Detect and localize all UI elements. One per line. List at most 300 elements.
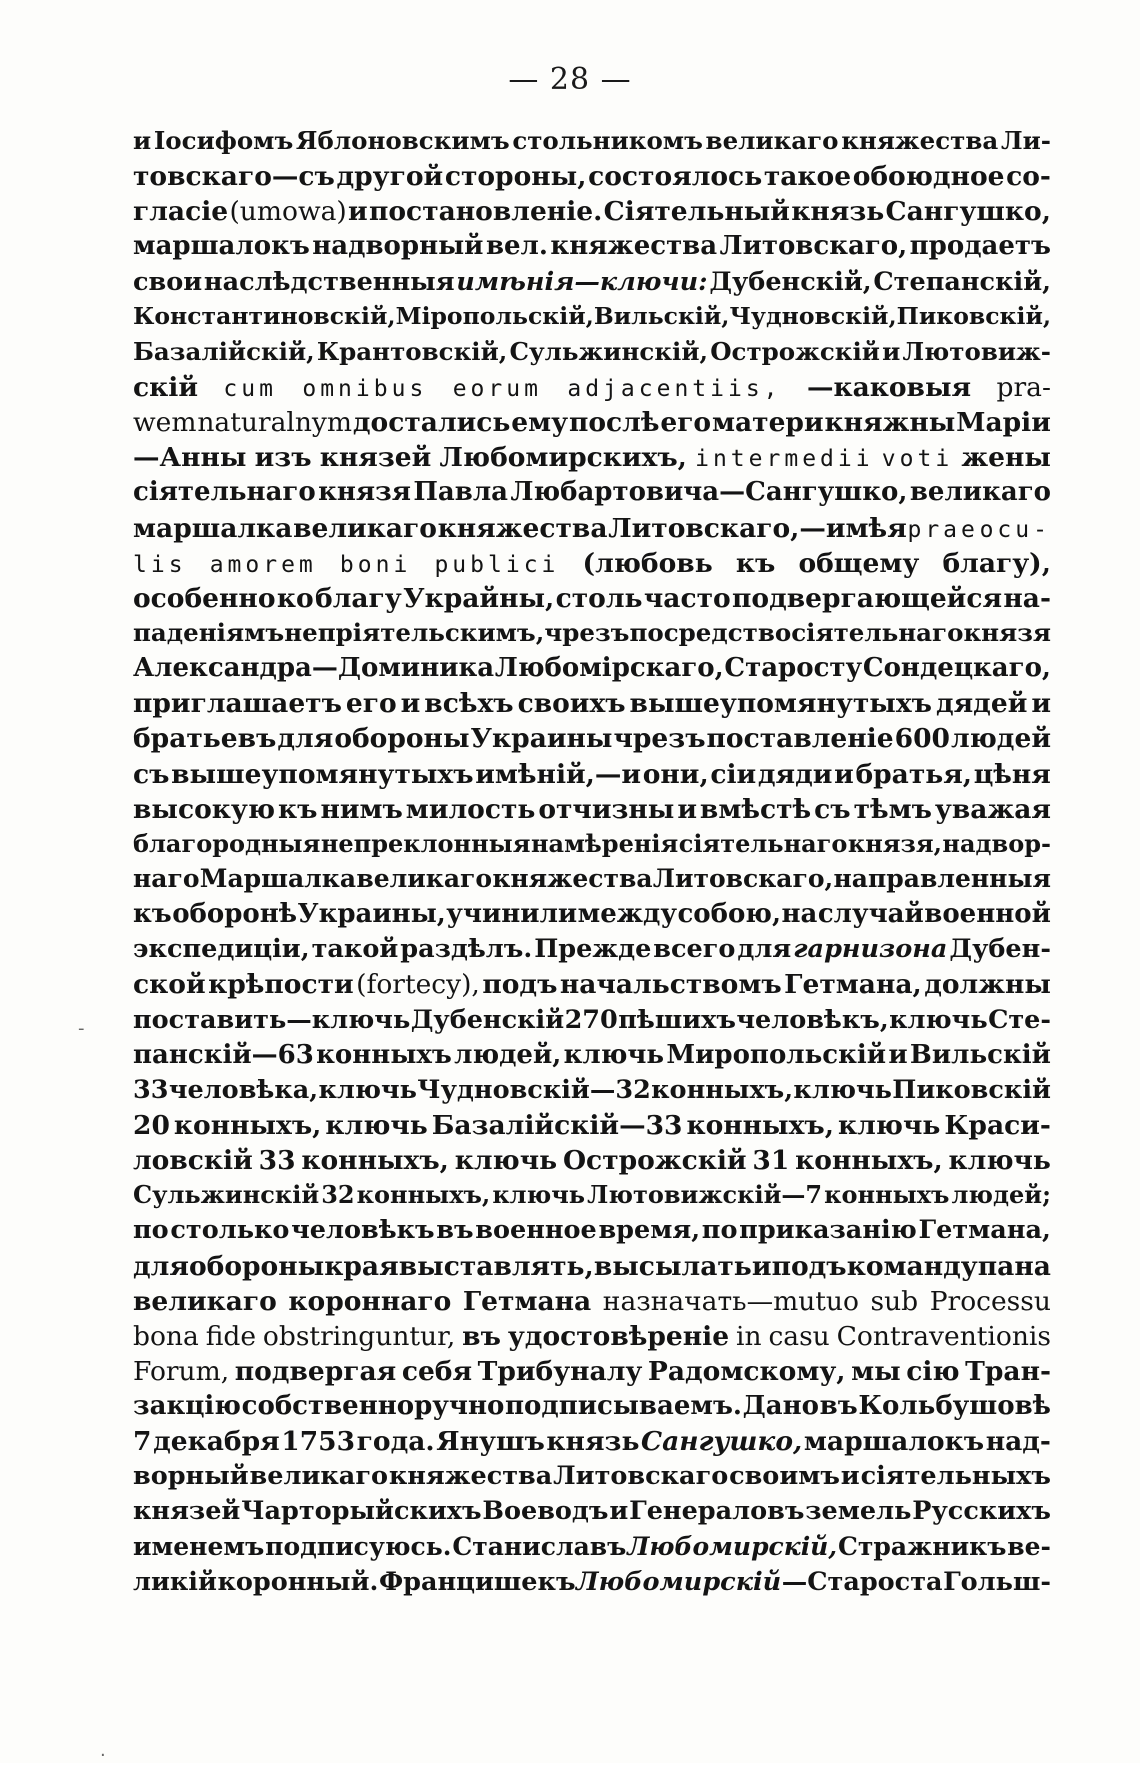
word: подъ [771, 1250, 847, 1282]
word: великаго [133, 1285, 277, 1317]
word: обоюдное [852, 161, 1005, 193]
word: и [400, 688, 421, 720]
word: раздѣлъ. [400, 934, 533, 965]
word: voti [881, 446, 954, 473]
word: Павла [413, 477, 509, 508]
word: Тран- [965, 1355, 1051, 1387]
text-line [133, 161, 1051, 196]
word: князя, [847, 828, 942, 858]
word: сіи [710, 758, 757, 790]
word: коронный. [217, 1566, 379, 1597]
word: 32 [321, 1180, 355, 1210]
word: маршалокъ [133, 231, 310, 262]
word: князя [963, 617, 1051, 647]
word: над- [985, 1426, 1051, 1458]
word: Гетмана, [784, 969, 922, 1001]
text-line [133, 1286, 1051, 1321]
word: высокую [133, 793, 276, 825]
word: свои [133, 266, 203, 297]
word: княжества [841, 126, 999, 155]
word: Contraventionis [836, 1320, 1051, 1352]
word: Миропольскій [666, 1039, 887, 1070]
word: сію [906, 1355, 960, 1387]
word: удостовѣреніе [507, 1320, 730, 1352]
text-line [133, 372, 1051, 407]
text-line [133, 759, 1051, 794]
word: Воеводъ [482, 1496, 609, 1527]
word: Processu [929, 1285, 1051, 1317]
word: княжества [550, 231, 718, 262]
word: жены [961, 442, 1051, 474]
text-line [133, 1391, 1051, 1426]
word: такой [311, 934, 399, 965]
word: княжества [437, 512, 608, 544]
page-number: — 28 — [508, 62, 632, 97]
word: скій [133, 371, 198, 403]
word: Стражникъ [837, 1531, 1007, 1561]
word: достались [352, 407, 511, 439]
text-line [133, 864, 1051, 899]
word: пана [977, 1250, 1051, 1282]
word: Пиковскій, [896, 301, 1051, 330]
text-line [133, 899, 1051, 934]
word: и [888, 1039, 908, 1070]
word: вел. [485, 231, 548, 262]
word: именемъ [133, 1531, 265, 1561]
word: для [277, 723, 334, 755]
word: на [781, 899, 818, 930]
word: собою, [677, 899, 782, 930]
word: всего [653, 934, 736, 965]
word: и [882, 336, 901, 366]
word: направленныя [833, 863, 1051, 893]
text-line [133, 1075, 1051, 1110]
word: поставить—ключь [133, 1004, 411, 1035]
text-line [133, 196, 1051, 231]
text-line [133, 1567, 1051, 1602]
word: in [736, 1320, 762, 1352]
word: Сте- [988, 1004, 1051, 1035]
word: земель [805, 1496, 912, 1527]
word: Дубенскій [410, 1004, 565, 1035]
word: на- [1003, 582, 1051, 614]
word: и [677, 793, 697, 825]
word: стороны, [444, 161, 587, 193]
word: въ [436, 1215, 474, 1246]
word: Литовскаго, [719, 231, 908, 262]
word: Кольбушовѣ [858, 1391, 1051, 1422]
word: ключь [948, 1145, 1051, 1177]
word: Сульжинскій, [509, 336, 709, 366]
text-line [133, 688, 1051, 723]
text-line [133, 231, 1051, 266]
word: Литовскаго,—имѣя [608, 512, 907, 544]
word: благу [315, 582, 402, 614]
word: 1753 [281, 1426, 356, 1458]
word: такое [763, 161, 852, 193]
text-line [133, 477, 1051, 512]
word: къ [278, 793, 318, 825]
word: 33 [133, 1074, 169, 1105]
word: ко [276, 582, 314, 614]
word: экспедиціи, [133, 934, 310, 965]
word: обороны [334, 723, 470, 755]
word: Литовскаго [553, 1461, 729, 1492]
word: cum [223, 375, 277, 402]
word: Францишекъ [378, 1566, 576, 1597]
word: между [577, 899, 677, 930]
word: Дубенскій, [709, 266, 872, 297]
word: братьевъ [133, 723, 277, 755]
word: eorum [452, 375, 542, 402]
word: панскій—63 [133, 1039, 314, 1070]
word: (любовь [582, 547, 713, 579]
word: паденіямъ [133, 617, 285, 647]
word: уважая [934, 793, 1051, 825]
word: ему [511, 407, 569, 439]
word: pra- [996, 371, 1051, 403]
word: Гетмана [462, 1285, 592, 1317]
word: Станиславъ [452, 1531, 627, 1561]
word: Константиновскій, [133, 301, 396, 330]
word: общему [798, 547, 920, 579]
word: собственноручно [241, 1391, 505, 1422]
word: въ [819, 1391, 858, 1422]
text-line [133, 653, 1051, 688]
word: декабря [153, 1426, 280, 1458]
word: Старосту [724, 653, 863, 684]
word: сіятельныхъ [860, 1461, 1051, 1492]
word: конныхъ, [356, 1180, 491, 1210]
word: и [348, 196, 368, 228]
word: нимъ [320, 793, 403, 825]
word: наго [133, 863, 200, 893]
word: военной [924, 899, 1051, 930]
word: выставлять, [398, 1250, 594, 1282]
text-line [133, 1040, 1051, 1075]
word: 270 [564, 1004, 618, 1035]
word: команду [846, 1250, 978, 1282]
word: ворный [133, 1461, 249, 1492]
word: цѣня [973, 758, 1051, 790]
word: Сангушко, [641, 1426, 803, 1458]
word: маршалка [133, 512, 293, 544]
text-line [133, 407, 1051, 442]
word: naturalnym [197, 407, 353, 439]
word: Дано [742, 1391, 819, 1422]
word: своимъ [729, 1461, 840, 1492]
word: дядей [935, 688, 1028, 720]
word: къ [735, 547, 776, 579]
word: поставленіе [706, 723, 894, 755]
text-line [133, 1215, 1051, 1250]
word: имѣній,—и [475, 758, 642, 790]
word: Сангушко, [885, 196, 1051, 228]
word: надвор- [942, 828, 1051, 858]
word: короннаго [288, 1285, 452, 1317]
word: стольникомъ [512, 126, 703, 155]
word: Трибуналу [477, 1355, 643, 1387]
word: состоялось [588, 161, 763, 193]
word: случай [817, 899, 924, 930]
word: подвергающейся [732, 582, 1003, 614]
word: intermedii [695, 446, 874, 473]
word: столь [555, 582, 643, 614]
word: Любомірскаго, [494, 653, 724, 684]
word: Сульжинскій [133, 1180, 320, 1210]
word: 33 [258, 1145, 296, 1177]
word: конныхъ, [651, 1074, 794, 1105]
word: Forum, [133, 1355, 230, 1387]
word: ской [133, 969, 206, 1001]
word: приглашаетъ [133, 688, 342, 720]
word: Лютовиж- [902, 336, 1051, 366]
word: человѣкъ, [736, 1004, 889, 1035]
text-line [133, 829, 1051, 864]
word: себя [401, 1355, 473, 1387]
word: князя [318, 477, 411, 508]
word: въ [462, 1320, 501, 1352]
word: Лютовижскій—7 [587, 1180, 823, 1210]
word: Любомирскій [576, 1566, 782, 1597]
word: и [1031, 688, 1051, 720]
word: княжества [492, 863, 653, 893]
word: подъ [482, 969, 558, 1001]
word: для [737, 934, 792, 965]
word: Базалійскій, [133, 336, 315, 366]
word: Маршалка [199, 863, 357, 893]
word: посредство [629, 617, 792, 647]
word: княжества [388, 1461, 553, 1492]
margin-mark: - [78, 1018, 85, 1039]
text-line [133, 337, 1051, 372]
word: ключь [454, 1145, 558, 1177]
body-text [133, 126, 1051, 1602]
word: ocu- [979, 516, 1051, 543]
text-line [133, 1426, 1051, 1461]
word: великаго [293, 512, 437, 544]
word: князь [791, 196, 885, 228]
word: товскаго—съ [133, 161, 335, 193]
word: Степанскій, [873, 266, 1051, 297]
word: omnibus [302, 375, 428, 402]
text-line [133, 618, 1051, 653]
word: ликій [133, 1566, 217, 1597]
word: Крантовскій, [316, 336, 508, 366]
word: bona [133, 1320, 199, 1352]
text-line [133, 442, 1051, 477]
word: мы [851, 1355, 901, 1387]
word: матери [711, 407, 824, 439]
word: вышеупомянутыхъ [171, 758, 474, 790]
word: ключь [563, 1039, 665, 1070]
word: съ [133, 758, 170, 790]
word: Краси- [944, 1109, 1051, 1141]
text-line [133, 548, 1051, 583]
word: и [133, 126, 152, 155]
word: учинили [446, 899, 578, 930]
word: оборонѣ [172, 899, 298, 930]
word: непріятельскимъ, [284, 617, 545, 647]
word: Сондецкаго, [862, 653, 1051, 684]
word: другой [336, 161, 444, 193]
text-line [133, 1251, 1051, 1286]
word: они, [642, 758, 709, 790]
word: ловскій [133, 1145, 253, 1177]
word: и [834, 758, 854, 790]
word: Пиковскій [892, 1074, 1051, 1105]
text-line [133, 1110, 1051, 1145]
word: края [324, 1250, 399, 1282]
word: Сіятельный [603, 196, 790, 228]
word: князей [319, 442, 432, 474]
word: Іосифомъ [153, 126, 294, 155]
word: чрезъ [613, 723, 706, 755]
word: человѣкъ [291, 1215, 435, 1246]
text-line [133, 794, 1051, 829]
word: ключь [837, 1109, 941, 1141]
word: съ [814, 793, 851, 825]
word: его [345, 688, 397, 720]
text-line [133, 1005, 1051, 1040]
word: Украины, [297, 899, 446, 930]
word: особенно [133, 582, 276, 614]
word: lis [133, 551, 187, 578]
word: отчизны [538, 793, 675, 825]
word: Яблоновскимъ [295, 126, 510, 155]
word: Дубен- [949, 934, 1051, 965]
word: fide [205, 1320, 257, 1352]
word: Янушъ [436, 1426, 545, 1458]
word: вмѣстѣ [699, 793, 812, 825]
word: Чудновскій, [729, 301, 897, 330]
word: вышеупомянутыхъ [629, 688, 932, 720]
word: 20 [133, 1109, 170, 1141]
text-line [133, 513, 1051, 548]
word: подвергая [234, 1355, 397, 1387]
word: casu [768, 1320, 830, 1352]
word: великаго [909, 477, 1051, 508]
word: по [133, 1215, 169, 1246]
word: закцію [133, 1391, 241, 1422]
word: сіятельнаго [791, 617, 964, 647]
word: благородныя [133, 828, 321, 858]
word: людей [950, 723, 1051, 755]
word: чрезъ [544, 617, 630, 647]
word: sub [870, 1285, 919, 1317]
word: и [840, 1461, 860, 1492]
word: благу), [942, 547, 1051, 579]
word: Украины [470, 723, 613, 755]
word: Острожскій [710, 336, 880, 366]
text-line [133, 934, 1051, 969]
word: маршалокъ [803, 1426, 985, 1458]
text-line [133, 126, 1051, 161]
word: гласіе [133, 196, 229, 228]
word: военное [475, 1215, 597, 1246]
text-line [133, 1180, 1051, 1215]
word: изъ [254, 442, 312, 474]
word: boni [339, 551, 412, 578]
word: время, [598, 1215, 701, 1246]
word: Любомирскій, [627, 1531, 838, 1561]
word: высылать [593, 1250, 752, 1282]
word: начальствомъ [559, 969, 782, 1001]
word: (umowa) [229, 196, 347, 228]
word: надворный [312, 231, 484, 262]
word: amorem [209, 551, 317, 578]
word: подписываемъ. [505, 1391, 742, 1422]
word: 600 [894, 723, 950, 755]
word: Любартовича—Сангушко, [510, 477, 908, 508]
word: Любомирскихъ, [439, 442, 687, 474]
word: adjacentiis, [567, 375, 782, 402]
word: пѣшихъ [618, 1004, 736, 1035]
word: его [660, 407, 712, 439]
word: великаго [249, 1461, 388, 1492]
word: всѣхъ [424, 688, 514, 720]
word: конныхъ, [173, 1109, 322, 1141]
word: князей [133, 1496, 241, 1527]
word: приказанію [739, 1215, 917, 1246]
word: людей, [454, 1039, 562, 1070]
word: намѣренія [530, 828, 679, 858]
word: obstringuntur, [262, 1320, 456, 1352]
word: людей; [951, 1180, 1051, 1210]
word: Чудновскій—32 [417, 1074, 651, 1105]
word: назначать—mutuo [602, 1285, 859, 1317]
word: и [609, 1496, 629, 1527]
text-line [133, 267, 1051, 302]
word: гарнизона [793, 934, 948, 965]
word: непреклонныя [320, 828, 531, 858]
word: Гольш- [943, 1566, 1051, 1597]
word: Гетмана, [918, 1215, 1051, 1246]
word: со- [1006, 161, 1051, 193]
word: своихъ [517, 688, 626, 720]
word: Чарторыйскихъ [241, 1496, 482, 1527]
word: по [701, 1215, 738, 1246]
word: великаго [356, 863, 493, 893]
text-line [133, 583, 1051, 618]
word: княжны [824, 407, 956, 439]
word: Александра—Доминика [133, 653, 495, 684]
word: послѣ [568, 407, 660, 439]
word: ключь [318, 1074, 417, 1105]
word: къ [133, 899, 172, 930]
word: великаго [705, 126, 839, 155]
text-line [133, 1496, 1051, 1531]
text-line [133, 1532, 1051, 1567]
word: Вильскій, [593, 301, 730, 330]
word: подписуюсь. [265, 1531, 452, 1561]
word: Базалійскій—33 [431, 1109, 683, 1141]
word: часто [643, 582, 731, 614]
word: wem [133, 407, 197, 439]
text-line [133, 723, 1051, 758]
word: ве- [1007, 1531, 1051, 1561]
word: Вильскій [909, 1039, 1051, 1070]
word: дяди [757, 758, 833, 790]
word: ключь [492, 1180, 586, 1210]
word: и [751, 1250, 772, 1282]
word: —каковыя [806, 371, 972, 403]
word: Радомскому, [647, 1355, 846, 1387]
text-line [133, 969, 1051, 1004]
word: наслѣдственныя [203, 266, 455, 297]
word: Литовскаго, [652, 863, 834, 893]
word: сіятельнаго [678, 828, 848, 858]
